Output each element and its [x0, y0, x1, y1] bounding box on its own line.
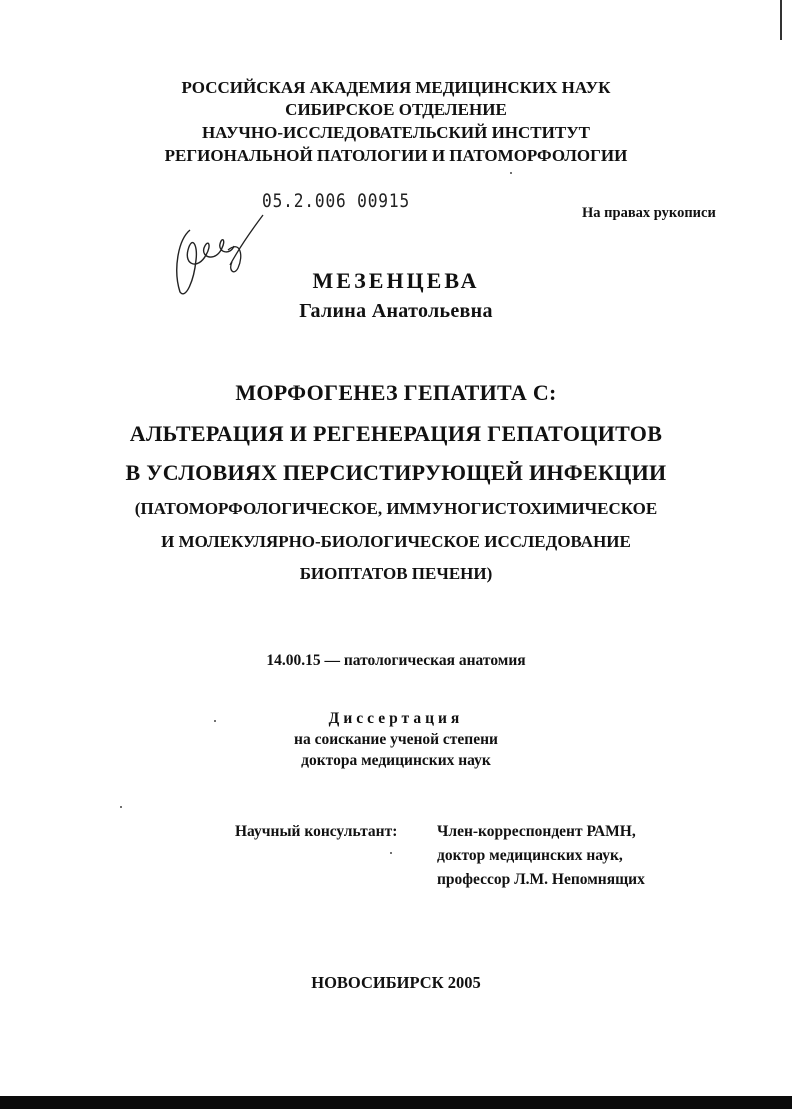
scan-speck: [390, 852, 392, 854]
consultant-label: Научный консультант:: [235, 823, 398, 840]
consultant-line-1: Член-корреспондент РАМН,: [437, 823, 636, 840]
city-year: НОВОСИБИРСК 2005: [311, 973, 481, 992]
consultant-line-2: доктор медицинских наук,: [437, 847, 623, 864]
author-name: Галина Анатольевна: [299, 300, 493, 322]
title-sub-1: (ПАТОМОРФОЛОГИЧЕСКОЕ, ИММУНОГИСТОХИМИЧЕСКОЕ: [134, 499, 658, 518]
title-line-1: МОРФОГЕНЕЗ ГЕПАТИТА С:: [235, 380, 557, 405]
title-sub-3: БИОПТАТОВ ПЕЧЕНИ): [299, 564, 493, 583]
title-line-2: АЛЬТЕРАЦИЯ И РЕГЕНЕРАЦИЯ ГЕПАТОЦИТОВ: [129, 421, 663, 446]
scan-bottom-border: [0, 1096, 792, 1109]
dissertation-label: Диссертация: [328, 710, 464, 727]
org-line-3: НАУЧНО-ИССЛЕДОВАТЕЛЬСКИЙ ИНСТИТУТ: [201, 123, 591, 142]
registration-stamp: 05.2.006 00915: [262, 190, 411, 212]
author-surname: МЕЗЕНЦЕВА: [312, 268, 480, 293]
scan-speck: [120, 806, 122, 808]
specialty-code: 14.00.15 — патологическая анатомия: [266, 652, 526, 669]
dissertation-degree-2: доктора медицинских наук: [301, 752, 491, 769]
org-line-2: СИБИРСКОЕ ОТДЕЛЕНИЕ: [285, 100, 507, 119]
consultant-title: [437, 820, 645, 892]
title-line-3: В УСЛОВИЯХ ПЕРСИСТИРУЮЩЕЙ ИНФЕКЦИИ: [125, 460, 667, 485]
org-line-1: РОССИЙСКАЯ АКАДЕМИЯ МЕДИЦИНСКИХ НАУК: [181, 78, 611, 97]
scan-edge-mark: [780, 0, 782, 40]
dissertation-degree-1: на соискание ученой степени: [294, 731, 498, 748]
manuscript-note: На правах рукописи: [582, 205, 716, 221]
scan-speck: [214, 720, 216, 722]
org-line-4: РЕГИОНАЛЬНОЙ ПАТОЛОГИИ И ПАТОМОРФОЛОГИИ: [164, 146, 628, 165]
consultant-line-3: профессор Л.М. Непомнящих: [437, 871, 645, 888]
scan-speck: [510, 172, 512, 174]
title-sub-2: И МОЛЕКУЛЯРНО-БИОЛОГИЧЕСКОЕ ИССЛЕДОВАНИЕ: [161, 532, 631, 551]
